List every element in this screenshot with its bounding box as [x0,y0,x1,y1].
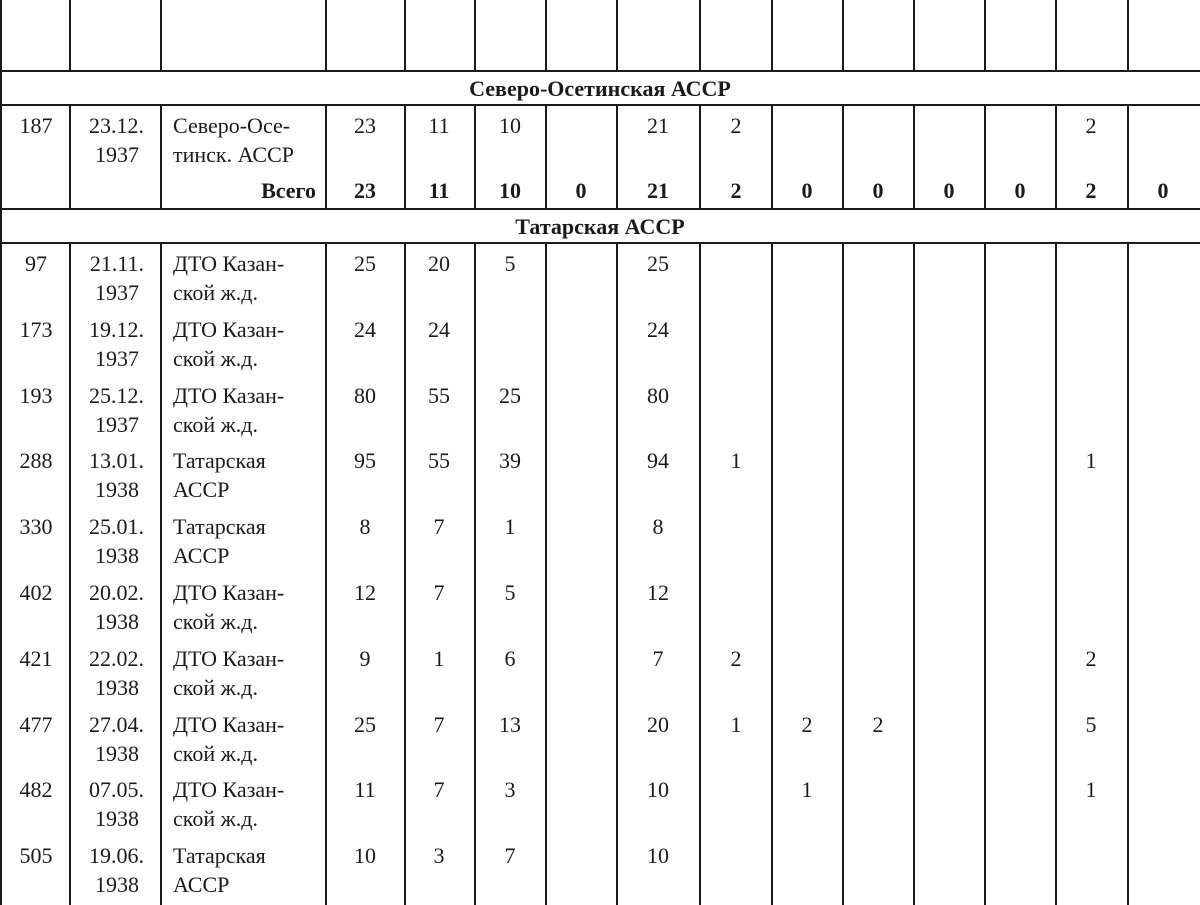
row-organ: Татарская [173,514,266,539]
total-cell: 0 [943,178,955,203]
value-cell: 25 [354,251,376,276]
column-divider [913,242,915,905]
value-cell: 3 [504,777,516,802]
column-divider [984,242,986,905]
row-organ-cont: тинск. АССР [173,142,294,167]
value-cell: 1 [730,712,742,737]
value-cell: 2 [801,712,813,737]
value-cell: 7 [652,646,664,671]
row-organ: Татарская [173,448,266,473]
row-date-year: 1938 [95,609,139,634]
value-cell: 3 [433,843,445,868]
section-title: Северо-Осетинская АССР [469,76,731,101]
column-divider [69,242,71,905]
row-number: 482 [19,777,53,802]
header-divider [474,0,476,70]
row-organ-cont: ской ж.д. [173,412,259,437]
value-cell: 95 [354,448,376,473]
row-date: 07.05. [89,777,144,802]
column-divider [325,104,327,208]
row-number: 187 [19,113,53,138]
header-divider [984,0,986,70]
value-cell: 12 [354,580,376,605]
header-divider [160,0,162,70]
value-cell: 7 [433,712,445,737]
value-cell: 11 [354,777,376,802]
value-cell: 25 [647,251,669,276]
row-date: 19.06. [89,843,144,868]
row-number: 402 [19,580,53,605]
row-organ: ДТО Казан- [173,712,285,737]
row-organ-cont: ской ж.д. [173,675,259,700]
row-number: 505 [19,843,53,868]
row-organ-cont: ской ж.д. [173,280,259,305]
header-divider [404,0,406,70]
header-divider [1055,0,1057,70]
column-divider [616,242,618,905]
header-divider [699,0,701,70]
row-date: 25.12. [89,383,144,408]
section-title: Татарская АССР [515,214,685,239]
total-cell: 21 [647,178,669,203]
value-cell: 2 [730,113,742,138]
value-cell: 2 [1085,113,1097,138]
value-cell: 10 [499,113,521,138]
column-divider [1055,104,1057,208]
value-cell: 10 [647,777,669,802]
row-date-year: 1937 [95,142,139,167]
row-date-year: 1937 [95,346,139,371]
header-divider [1127,0,1129,70]
value-cell: 1 [1085,448,1097,473]
row-date-year: 1938 [95,872,139,897]
row-date-year: 1937 [95,412,139,437]
column-divider [842,104,844,208]
column-divider [404,242,406,905]
value-cell: 23 [354,113,376,138]
value-cell: 7 [433,514,445,539]
column-divider [984,104,986,208]
value-cell: 9 [359,646,371,671]
column-divider [69,104,71,208]
row-number: 330 [19,514,53,539]
total-cell: 0 [872,178,884,203]
value-cell: 24 [354,317,376,342]
value-cell: 24 [428,317,450,342]
row-date: 25.01. [89,514,144,539]
column-divider [474,242,476,905]
column-divider [1127,104,1129,208]
value-cell: 13 [499,712,521,737]
row-organ: ДТО Казан- [173,777,285,802]
row-number: 288 [19,448,53,473]
value-cell: 10 [354,843,376,868]
value-cell: 8 [652,514,664,539]
value-cell: 1 [730,448,742,473]
total-label: Всего [261,178,316,203]
value-cell: 55 [428,383,450,408]
value-cell: 11 [428,113,450,138]
header-divider [325,0,327,70]
value-cell: 7 [433,777,445,802]
row-organ: Северо-Осе- [173,113,291,138]
row-date-year: 1938 [95,543,139,568]
value-cell: 25 [499,383,521,408]
column-divider [771,104,773,208]
column-divider [1055,242,1057,905]
row-date: 27.04. [89,712,144,737]
value-cell: 7 [504,843,516,868]
value-cell: 80 [354,383,376,408]
column-divider [699,242,701,905]
value-cell: 25 [354,712,376,737]
column-divider [771,242,773,905]
column-divider [474,104,476,208]
value-cell: 20 [647,712,669,737]
total-cell: 0 [1014,178,1026,203]
value-cell: 6 [504,646,516,671]
row-organ: ДТО Казан- [173,317,285,342]
total-cell: 0 [575,178,587,203]
row-date: 19.12. [89,317,144,342]
total-cell: 0 [801,178,813,203]
value-cell: 10 [647,843,669,868]
row-date-year: 1938 [95,806,139,831]
row-date-year: 1938 [95,675,139,700]
row-organ: ДТО Казан- [173,383,285,408]
column-divider [404,104,406,208]
column-divider [913,104,915,208]
row-number: 173 [19,317,53,342]
value-cell: 24 [647,317,669,342]
value-cell: 39 [499,448,521,473]
value-cell: 1 [433,646,445,671]
horizontal-rule [0,242,1200,244]
header-divider [771,0,773,70]
row-date-year: 1937 [95,280,139,305]
column-divider [545,104,547,208]
value-cell: 8 [359,514,371,539]
value-cell: 2 [1085,646,1097,671]
horizontal-rule [0,70,1200,72]
row-date: 23.12. [89,113,144,138]
value-cell: 2 [730,646,742,671]
value-cell: 94 [647,448,669,473]
row-date: 13.01. [89,448,144,473]
row-organ: ДТО Казан- [173,646,285,671]
row-number: 193 [19,383,53,408]
header-divider [616,0,618,70]
value-cell: 80 [647,383,669,408]
row-organ-cont: ской ж.д. [173,609,259,634]
total-cell: 2 [1085,178,1097,203]
header-divider [69,0,71,70]
value-cell: 5 [504,251,516,276]
total-cell: 11 [428,178,450,203]
row-date: 20.02. [89,580,144,605]
value-cell: 5 [1085,712,1097,737]
row-number: 421 [19,646,53,671]
row-date: 21.11. [89,251,144,276]
value-cell: 1 [1085,777,1097,802]
header-divider [842,0,844,70]
value-cell: 12 [647,580,669,605]
header-divider [913,0,915,70]
value-cell: 55 [428,448,450,473]
total-cell: 23 [354,178,376,203]
row-organ-cont: АССР [173,477,230,502]
value-cell: 20 [428,251,450,276]
column-divider [842,242,844,905]
row-date-year: 1938 [95,741,139,766]
value-cell: 1 [504,514,516,539]
column-divider [160,242,162,905]
row-organ-cont: ской ж.д. [173,741,259,766]
value-cell: 21 [647,113,669,138]
row-date: 22.02. [89,646,144,671]
column-divider [616,104,618,208]
total-cell: 10 [499,178,521,203]
column-divider [545,242,547,905]
row-organ: ДТО Казан- [173,580,285,605]
column-divider [160,104,162,208]
value-cell: 2 [872,712,884,737]
row-organ-cont: ской ж.д. [173,806,259,831]
column-divider [1127,242,1129,905]
row-organ-cont: АССР [173,543,230,568]
row-organ-cont: АССР [173,872,230,897]
total-cell: 2 [730,178,742,203]
total-cell: 0 [1157,178,1169,203]
row-number: 97 [25,251,47,276]
header-divider [0,0,2,905]
row-date-year: 1938 [95,477,139,502]
row-organ: ДТО Казан- [173,251,285,276]
row-number: 477 [19,712,53,737]
row-organ: Татарская [173,843,266,868]
value-cell: 7 [433,580,445,605]
row-organ-cont: ской ж.д. [173,346,259,371]
value-cell: 5 [504,580,516,605]
column-divider [325,242,327,905]
column-divider [699,104,701,208]
header-divider [545,0,547,70]
value-cell: 1 [801,777,813,802]
horizontal-rule [0,104,1200,106]
horizontal-rule [0,208,1200,210]
